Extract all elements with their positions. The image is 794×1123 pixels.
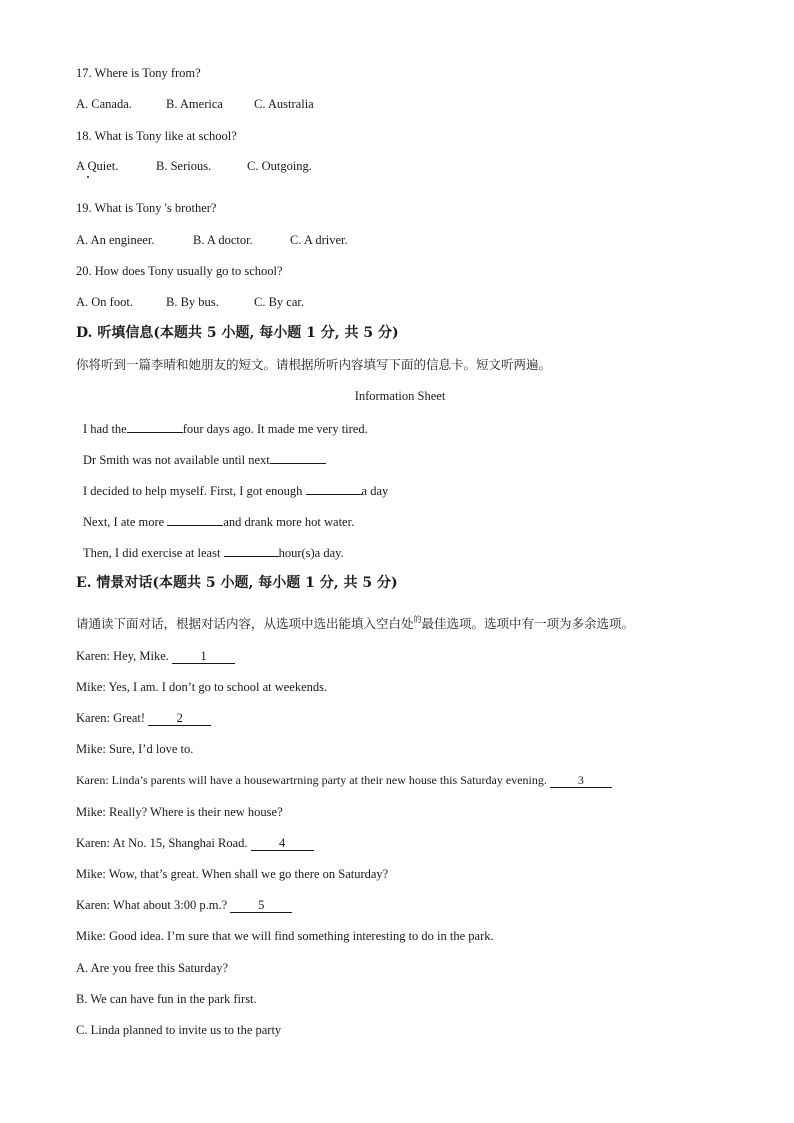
option-b: B. We can have fun in the park first. <box>76 992 257 1006</box>
dialogue-line-10: Mike: Good idea. I’m sure that we will find something interesting to do in the park. <box>76 929 494 943</box>
dialogue-line-8: Mike: Wow, that’s great. When shall we go there on Saturday? <box>76 867 389 881</box>
dialogue-line-1: Karen: Hey, Mike. 1 <box>76 648 235 664</box>
section-e-instruction: 请通读下面对话，根据对话内容，从选项中选出能填入空白处$^的$最佳选项。选项中有一项为多余选项。 <box>76 615 635 631</box>
option-a: A. An engineer. <box>76 233 155 247</box>
option-b: B. Serious. <box>156 159 212 173</box>
options-19 <box>76 232 348 248</box>
option-c: C. Linda planned to invite us to the party <box>76 1023 282 1037</box>
option-a: A. On foot. <box>76 295 133 309</box>
option-c: C. Australia <box>254 97 314 111</box>
answer-blank <box>306 481 362 495</box>
options-17 <box>76 96 314 112</box>
dialogue-line-2: Mike: Yes, I am. I don’t go to school at weekends. <box>76 680 328 694</box>
option-b: B. By bus. <box>166 295 219 309</box>
option-c: C. Outgoing. <box>247 159 312 173</box>
information-sheet-title: Information Sheet <box>354 389 446 403</box>
answer-blank <box>167 512 223 526</box>
options-18 <box>76 158 312 174</box>
numbered-blank: 4 <box>251 836 314 851</box>
dialogue-line-4: Mike: Sure, I’d love to. <box>76 742 194 756</box>
option-a: A. Are you free this Saturday? <box>76 961 229 975</box>
section-d-heading: D. 听填信息(本题共 5 小题, 每小题 1 分, 共 5 分) <box>76 325 399 341</box>
answer-blank <box>127 419 183 433</box>
info-line-4: Next, I ate more and drank more hot water. <box>83 512 354 530</box>
dialogue-line-9: Karen: What about 3:00 p.m.? 5 <box>76 897 292 913</box>
answer-blank <box>224 543 279 557</box>
question-20: 20. How does Tony usually go to school? <box>76 264 283 278</box>
dialogue-line-7: Karen: At No. 15, Shanghai Road. 4 <box>76 835 314 851</box>
dialogue-line-5: Karen: Linda’s parents will have a housewartrning party at their new house this Saturday evening. 3 <box>76 772 612 788</box>
option-b: B. America <box>166 97 223 111</box>
numbered-blank: 2 <box>148 711 211 726</box>
option-a: A. Canada. <box>76 97 132 111</box>
question-19: 19. What is Tony 's brother? <box>76 201 217 215</box>
question-18: 18. What is Tony like at school? <box>76 129 237 143</box>
info-line-2: Dr Smith was not available until next <box>83 450 326 468</box>
numbered-blank: 5 <box>230 898 292 913</box>
option-c: C. A driver. <box>290 233 348 247</box>
section-e-heading: E. 情景对话(本题共 5 小题, 每小题 1 分, 共 5 分) <box>76 575 398 591</box>
numbered-blank: 1 <box>172 649 235 664</box>
dialogue-line-3: Karen: Great! 2 <box>76 710 211 726</box>
stray-dot <box>87 176 89 178</box>
answer-blank <box>270 450 326 464</box>
option-c: C. By car. <box>254 295 304 309</box>
option-a: A Quiet. <box>76 159 119 173</box>
question-17: 17. Where is Tony from? <box>76 66 201 80</box>
option-b: B. A doctor. <box>193 233 253 247</box>
info-line-1: I had the four days ago. It made me very tired. <box>83 419 368 437</box>
section-d-instruction: 你将听到一篇李晴和她朋友的短文。请根据所听内容填写下面的信息卡。短文听两遍。 <box>76 357 552 372</box>
options-20 <box>76 294 304 310</box>
numbered-blank: 3 <box>550 773 612 788</box>
info-line-5: Then, I did exercise at least hour(s)a day. <box>83 543 344 561</box>
info-line-3: I decided to help myself. First, I got enough a day <box>83 481 388 499</box>
dialogue-line-6: Mike: Really? Where is their new house? <box>76 805 283 819</box>
